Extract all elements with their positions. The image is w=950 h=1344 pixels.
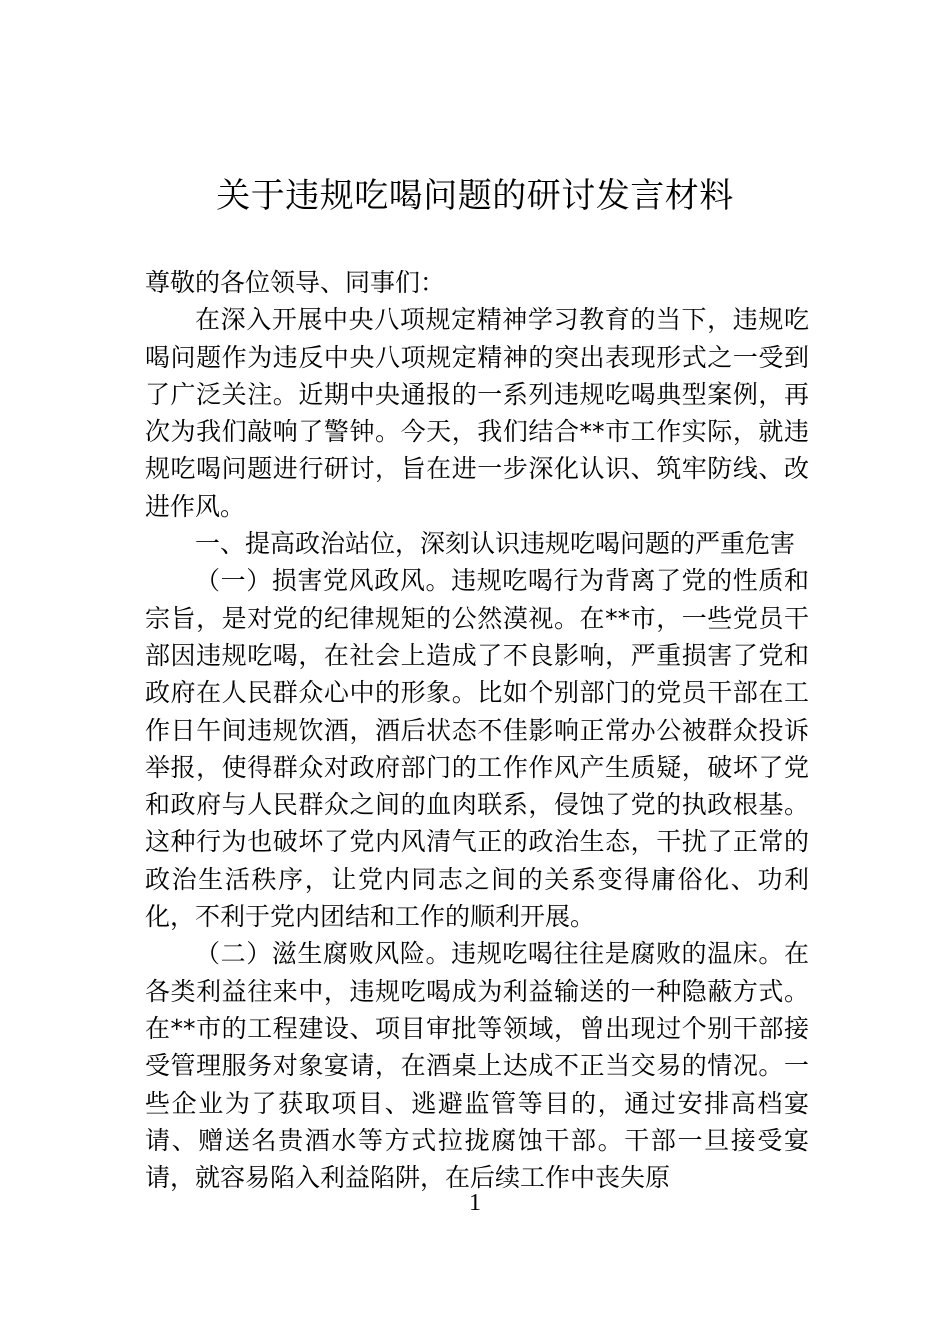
section-heading-1: 一、提高政治站位，深刻认识违规吃喝问题的严重危害 [195,529,796,559]
document-body [145,264,809,1196]
paragraph-subsection-1: （一）损害党风政风。违规吃喝行为背离了党的性质和宗旨，是对党的纪律规矩的公然漠视。在**市，一些党员干部因违规吃喝，在社会上造成了不良影响，严重损害了党和政府在人民群众心中的形象。比如个别部门的党员干部在工作日午间违规饮酒，酒后状态不佳影响正常办公被群众投诉举报，使得群众对政府部门的工作作风产生质疑，破坏了党和政府与人民群众之间的血肉联系，侵蚀了党的执政根基。这种行为也破坏了党内风清气正的政治生态，干扰了正常的政治生活秩序，让党内同志之间的关系变得庸俗化、功利化，不利于党内团结和工作的顺利开展。 [145,566,809,932]
paragraph-intro: 在深入开展中央八项规定精神学习教育的当下，违规吃喝问题作为违反中央八项规定精神的突出表现形式之一受到了广泛关注。近期中央通报的一系列违规吃喝典型案例，再次为我们敲响了警钟。今天，我们结合**市工作实际，就违规吃喝问题进行研讨，旨在进一步深化认识、筑牢防线、改进作风。 [145,305,809,521]
page-number: 1 [469,1190,481,1216]
paragraph-subsection-2: （二）滋生腐败风险。违规吃喝往往是腐败的温床。在各类利益往来中，违规吃喝成为利益输送的一种隐蔽方式。在**市的工程建设、项目审批等领域，曾出现过个别干部接受管理服务对象宴请，在酒桌上达成不正当交易的情况。一些企业为了获取项目、逃避监管等目的，通过安排高档宴请、赠送名贵酒水等方式拉拢腐蚀干部。干部一旦接受宴请，就容易陷入利益陷阱，在后续工作中丧失原 [145,939,809,1193]
salutation: 尊敬的各位领导、同事们： [145,268,446,297]
document-title: 关于违规吃喝问题的研讨发言材料 [216,176,734,216]
